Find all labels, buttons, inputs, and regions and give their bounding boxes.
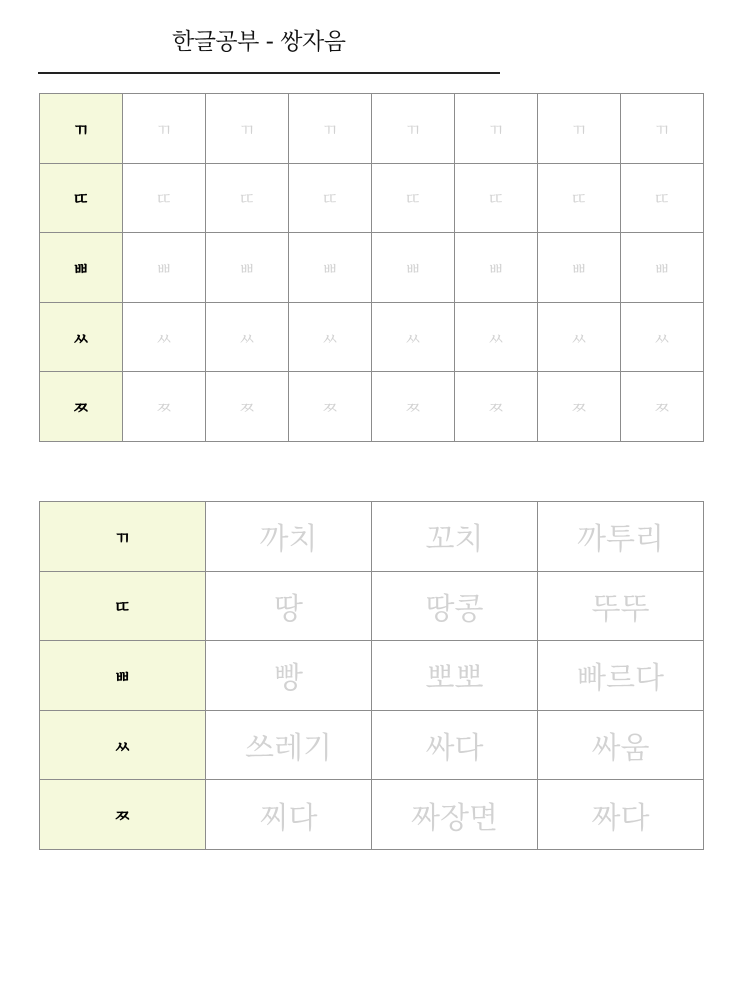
- trace-word-cell: 짜다: [538, 780, 704, 850]
- trace-word-cell: 쓰레기: [206, 710, 372, 780]
- trace-word-cell: 싸다: [372, 710, 538, 780]
- trace-cell: ㄲ: [455, 94, 538, 164]
- trace-cell: ㅉ: [538, 372, 621, 442]
- trace-word-cell: 꼬치: [372, 502, 538, 572]
- trace-cell: ㅉ: [289, 372, 372, 442]
- trace-cell: ㄸ: [372, 163, 455, 233]
- trace-cell: ㅆ: [455, 302, 538, 372]
- table-row: [40, 780, 704, 850]
- trace-cell: ㄲ: [123, 94, 206, 164]
- row-header-consonant: ㅉ: [40, 372, 123, 442]
- trace-word-cell: 땅콩: [372, 571, 538, 641]
- trace-word-cell: 뚜뚜: [538, 571, 704, 641]
- table-row: [40, 641, 704, 711]
- trace-cell: ㅆ: [289, 302, 372, 372]
- trace-word-cell: 뽀뽀: [372, 641, 538, 711]
- trace-cell: ㅆ: [206, 302, 289, 372]
- row-header-consonant: ㄸ: [40, 163, 123, 233]
- trace-cell: ㅆ: [123, 302, 206, 372]
- trace-cell: ㅉ: [206, 372, 289, 442]
- title-underline: [38, 72, 500, 74]
- trace-cell: ㅉ: [123, 372, 206, 442]
- trace-cell: ㄸ: [621, 163, 704, 233]
- row-header-consonant: ㅉ: [40, 780, 206, 850]
- row-header-consonant: ㄲ: [40, 502, 206, 572]
- trace-word-cell: 짜장면: [372, 780, 538, 850]
- trace-word-cell: 까치: [206, 502, 372, 572]
- trace-cell: ㅆ: [372, 302, 455, 372]
- trace-cell: ㅆ: [538, 302, 621, 372]
- row-header-consonant: ㄲ: [40, 94, 123, 164]
- trace-cell: ㅃ: [289, 233, 372, 303]
- trace-cell: ㄲ: [538, 94, 621, 164]
- table-row: [40, 233, 704, 303]
- table-row: [40, 94, 704, 164]
- table-row: [40, 163, 704, 233]
- consonant-practice-table: [39, 93, 704, 442]
- trace-cell: ㅉ: [372, 372, 455, 442]
- trace-cell: ㄸ: [538, 163, 621, 233]
- row-header-consonant: ㅆ: [40, 710, 206, 780]
- trace-cell: ㅃ: [621, 233, 704, 303]
- trace-cell: ㄲ: [289, 94, 372, 164]
- row-header-consonant: ㅆ: [40, 302, 123, 372]
- trace-word-cell: 싸움: [538, 710, 704, 780]
- table-row: [40, 571, 704, 641]
- trace-cell: ㄲ: [206, 94, 289, 164]
- trace-cell: ㅉ: [621, 372, 704, 442]
- trace-cell: ㅆ: [621, 302, 704, 372]
- table-row: [40, 710, 704, 780]
- row-header-consonant: ㅃ: [40, 233, 123, 303]
- trace-cell: ㅃ: [455, 233, 538, 303]
- table-row: [40, 372, 704, 442]
- table-row: [40, 302, 704, 372]
- trace-cell: ㅃ: [538, 233, 621, 303]
- table-row: [40, 502, 704, 572]
- trace-cell: ㄲ: [372, 94, 455, 164]
- trace-cell: ㄸ: [455, 163, 538, 233]
- row-header-consonant: ㅃ: [40, 641, 206, 711]
- trace-cell: ㄸ: [123, 163, 206, 233]
- page-title: 한글공부 - 쌍자음: [172, 29, 346, 55]
- trace-cell: ㅃ: [372, 233, 455, 303]
- trace-word-cell: 찌다: [206, 780, 372, 850]
- word-practice-table: [39, 501, 704, 850]
- trace-word-cell: 까투리: [538, 502, 704, 572]
- trace-cell: ㅃ: [123, 233, 206, 303]
- row-header-consonant: ㄸ: [40, 571, 206, 641]
- trace-cell: ㅃ: [206, 233, 289, 303]
- trace-word-cell: 빵: [206, 641, 372, 711]
- trace-cell: ㄸ: [206, 163, 289, 233]
- trace-word-cell: 땅: [206, 571, 372, 641]
- trace-cell: ㄸ: [289, 163, 372, 233]
- trace-cell: ㅉ: [455, 372, 538, 442]
- trace-word-cell: 빠르다: [538, 641, 704, 711]
- trace-cell: ㄲ: [621, 94, 704, 164]
